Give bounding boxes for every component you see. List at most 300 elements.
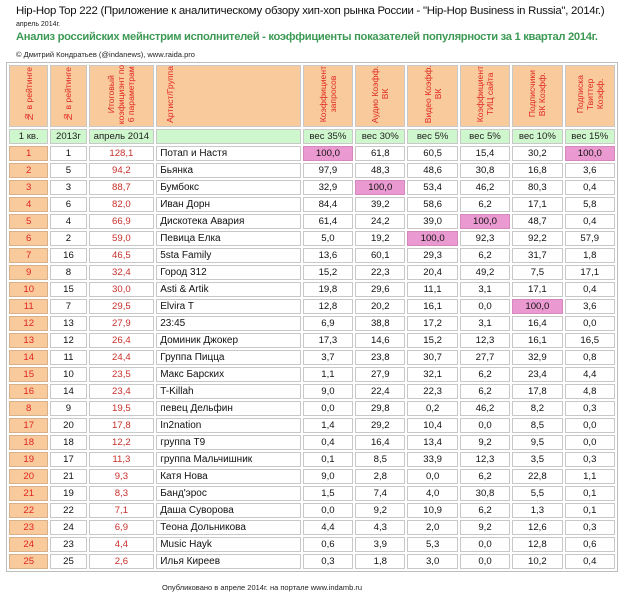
tic-cell: 100,0 <box>460 214 510 229</box>
artist-name-cell: Илья Киреев <box>156 554 301 569</box>
col-header-vk-video <box>407 65 457 127</box>
rank-q1-cell: 13 <box>9 333 48 348</box>
total-score-cell: 82,0 <box>89 197 155 212</box>
tic-cell: 9,2 <box>460 435 510 450</box>
artist-name-cell: Даша Суворова <box>156 503 301 518</box>
vk-video-cell: 48,6 <box>407 163 457 178</box>
col-header-label: № в рейтинге <box>23 66 34 122</box>
total-score-cell: 23,4 <box>89 384 155 399</box>
vk-audio-cell: 100,0 <box>355 180 405 195</box>
author-credit: © Дмитрий Кондратьев (@indanews), www.raida.pro <box>16 50 195 59</box>
vk-audio-cell: 61,8 <box>355 146 405 161</box>
col-header-vk-subscribers <box>512 65 562 127</box>
queries-cell: 9,0 <box>303 384 353 399</box>
vk-audio-cell: 7,4 <box>355 486 405 501</box>
weight-row <box>9 129 615 144</box>
rank-2013-cell: 20 <box>50 418 86 433</box>
rank-q1-cell: 9 <box>9 265 48 280</box>
table-row <box>9 418 615 433</box>
rank-q1-cell: 15 <box>9 367 48 382</box>
total-score-cell: 2,6 <box>89 554 155 569</box>
vk-video-cell: 17,2 <box>407 316 457 331</box>
rank-q1-cell: 1 <box>9 146 48 161</box>
artist-name-cell: Банд'эрос <box>156 486 301 501</box>
vk-audio-cell: 19,2 <box>355 231 405 246</box>
rank-2013-cell: 9 <box>50 401 86 416</box>
vk-video-cell: 30,7 <box>407 350 457 365</box>
artist-name-cell: Music Hayk <box>156 537 301 552</box>
rank-q1-cell: 4 <box>9 197 48 212</box>
rank-q1-cell: 12 <box>9 316 48 331</box>
rank-2013-cell: 5 <box>50 163 86 178</box>
page-subtitle: Анализ российских мейнстрим исполнителей - коэффициенты показателей популярности за 1 квартал 2014г. <box>16 31 598 43</box>
twitter-cell: 0,4 <box>565 214 615 229</box>
vk-audio-cell: 27,9 <box>355 367 405 382</box>
vk-video-cell: 10,4 <box>407 418 457 433</box>
artist-name-cell: певец Дельфин <box>156 401 301 416</box>
vk-audio-cell: 29,2 <box>355 418 405 433</box>
tic-cell: 49,2 <box>460 265 510 280</box>
vk-video-cell: 4,0 <box>407 486 457 501</box>
rank-2013-cell: 15 <box>50 282 86 297</box>
artist-name-cell: Катя Нова <box>156 469 301 484</box>
vk-video-cell: 60,5 <box>407 146 457 161</box>
queries-cell: 0,0 <box>303 401 353 416</box>
vk-subscribers-cell: 17,1 <box>512 282 562 297</box>
col-header-label: Подписка Твиттер Коэфф. <box>574 75 605 114</box>
vk-audio-cell: 60,1 <box>355 248 405 263</box>
vk-video-cell: 11,1 <box>407 282 457 297</box>
total-score-cell: 8,3 <box>89 486 155 501</box>
rank-q1-cell: 8 <box>9 401 48 416</box>
rank-q1-cell: 14 <box>9 350 48 365</box>
tic-cell: 6,2 <box>460 367 510 382</box>
rank-2013-cell: 17 <box>50 452 86 467</box>
artist-name-cell: In2nation <box>156 418 301 433</box>
tic-cell: 0,0 <box>460 554 510 569</box>
total-score-cell: 88,7 <box>89 180 155 195</box>
table-row <box>9 180 615 195</box>
vk-subscribers-cell: 80,3 <box>512 180 562 195</box>
twitter-cell: 0,8 <box>565 350 615 365</box>
rank-2013-cell: 1 <box>50 146 86 161</box>
total-score-cell: 4,4 <box>89 537 155 552</box>
vk-video-cell: 29,3 <box>407 248 457 263</box>
total-score-cell: 11,3 <box>89 452 155 467</box>
vk-audio-cell: 38,8 <box>355 316 405 331</box>
rank-q1-cell: 10 <box>9 282 48 297</box>
total-score-cell: 30,0 <box>89 282 155 297</box>
queries-cell: 6,9 <box>303 316 353 331</box>
col-header-label: Коэффициент запросов <box>317 66 338 123</box>
twitter-cell: 17,1 <box>565 265 615 280</box>
table-row <box>9 214 615 229</box>
rank-2013-cell: 12 <box>50 333 86 348</box>
table-row <box>9 146 615 161</box>
vk-audio-cell: 3,9 <box>355 537 405 552</box>
vk-subscribers-cell: 3,5 <box>512 452 562 467</box>
subheader-cell: 2013г <box>50 129 86 144</box>
twitter-cell: 0,0 <box>565 316 615 331</box>
vk-video-cell: 58,6 <box>407 197 457 212</box>
artist-name-cell: группа Т9 <box>156 435 301 450</box>
vk-audio-cell: 29,6 <box>355 282 405 297</box>
rank-2013-cell: 13 <box>50 316 86 331</box>
rank-2013-cell: 16 <box>50 248 86 263</box>
vk-video-cell: 5,3 <box>407 537 457 552</box>
twitter-cell: 4,4 <box>565 367 615 382</box>
col-header-rank-2013 <box>50 65 86 127</box>
queries-cell: 0,0 <box>303 503 353 518</box>
rank-2013-cell: 6 <box>50 197 86 212</box>
table-row <box>9 367 615 382</box>
total-score-cell: 24,4 <box>89 350 155 365</box>
rank-q1-cell: 20 <box>9 469 48 484</box>
table-row <box>9 282 615 297</box>
vk-subscribers-cell: 1,3 <box>512 503 562 518</box>
artist-name-cell: T-Killah <box>156 384 301 399</box>
vk-subscribers-cell: 17,8 <box>512 384 562 399</box>
table-row <box>9 316 615 331</box>
rank-2013-cell: 10 <box>50 367 86 382</box>
table-row <box>9 333 615 348</box>
table-row <box>9 520 615 535</box>
artist-name-cell: Певица Елка <box>156 231 301 246</box>
vk-audio-cell: 29,8 <box>355 401 405 416</box>
table-row <box>9 265 615 280</box>
vk-video-cell: 2,0 <box>407 520 457 535</box>
vk-subscribers-cell: 16,4 <box>512 316 562 331</box>
col-header-twitter <box>565 65 615 127</box>
subheader-cell: 1 кв. <box>9 129 48 144</box>
vk-subscribers-cell: 5,5 <box>512 486 562 501</box>
total-score-cell: 7,1 <box>89 503 155 518</box>
col-header-total <box>89 65 155 127</box>
publication-date: апрель 2014г. <box>16 21 61 28</box>
weight-cell: вес 35% <box>303 129 353 144</box>
queries-cell: 13,6 <box>303 248 353 263</box>
queries-cell: 0,3 <box>303 554 353 569</box>
queries-cell: 12,8 <box>303 299 353 314</box>
vk-audio-cell: 39,2 <box>355 197 405 212</box>
twitter-cell: 100,0 <box>565 146 615 161</box>
twitter-cell: 0,3 <box>565 520 615 535</box>
artist-name-cell: Дискотека Авария <box>156 214 301 229</box>
weight-cell: вес 5% <box>407 129 457 144</box>
tic-cell: 15,4 <box>460 146 510 161</box>
rank-q1-cell: 7 <box>9 248 48 263</box>
vk-video-cell: 3,0 <box>407 554 457 569</box>
vk-video-cell: 22,3 <box>407 384 457 399</box>
col-header-queries <box>303 65 353 127</box>
vk-video-cell: 0,0 <box>407 469 457 484</box>
queries-cell: 17,3 <box>303 333 353 348</box>
table-row <box>9 537 615 552</box>
artist-name-cell: Asti & Artik <box>156 282 301 297</box>
queries-cell: 4,4 <box>303 520 353 535</box>
rank-q1-cell: 25 <box>9 554 48 569</box>
queries-cell: 19,8 <box>303 282 353 297</box>
tic-cell: 30,8 <box>460 163 510 178</box>
rank-q1-cell: 22 <box>9 503 48 518</box>
tic-cell: 6,2 <box>460 197 510 212</box>
tic-cell: 3,1 <box>460 316 510 331</box>
tic-cell: 6,2 <box>460 469 510 484</box>
table-row <box>9 503 615 518</box>
vk-audio-cell: 24,2 <box>355 214 405 229</box>
queries-cell: 97,9 <box>303 163 353 178</box>
artist-name-cell: Доминик Джокер <box>156 333 301 348</box>
subheader-cell: апрель 2014 <box>89 129 155 144</box>
vk-subscribers-cell: 32,9 <box>512 350 562 365</box>
rank-q1-cell: 3 <box>9 180 48 195</box>
table-row <box>9 435 615 450</box>
artist-name-cell: Потап и Настя <box>156 146 301 161</box>
tic-cell: 92,3 <box>460 231 510 246</box>
vk-audio-cell: 9,2 <box>355 503 405 518</box>
vk-audio-cell: 48,3 <box>355 163 405 178</box>
twitter-cell: 0,0 <box>565 435 615 450</box>
vk-subscribers-cell: 92,2 <box>512 231 562 246</box>
queries-cell: 0,4 <box>303 435 353 450</box>
vk-subscribers-cell: 17,1 <box>512 197 562 212</box>
table-row <box>9 350 615 365</box>
total-score-cell: 26,4 <box>89 333 155 348</box>
weight-cell: вес 30% <box>355 129 405 144</box>
col-header-label: Артист/Группа <box>165 65 176 123</box>
twitter-cell: 0,4 <box>565 180 615 195</box>
col-header-vk-audio <box>355 65 405 127</box>
table-row <box>9 452 615 467</box>
vk-audio-cell: 23,8 <box>355 350 405 365</box>
total-score-cell: 46,5 <box>89 248 155 263</box>
vk-audio-cell: 22,4 <box>355 384 405 399</box>
vk-subscribers-cell: 23,4 <box>512 367 562 382</box>
column-header-row <box>9 65 615 127</box>
total-score-cell: 128,1 <box>89 146 155 161</box>
vk-subscribers-cell: 16,1 <box>512 333 562 348</box>
total-score-cell: 23,5 <box>89 367 155 382</box>
vk-subscribers-cell: 16,8 <box>512 163 562 178</box>
tic-cell: 12,3 <box>460 452 510 467</box>
rank-2013-cell: 23 <box>50 537 86 552</box>
table-row <box>9 486 615 501</box>
total-score-cell: 19,5 <box>89 401 155 416</box>
queries-cell: 1,5 <box>303 486 353 501</box>
table-row <box>9 554 615 569</box>
tic-cell: 6,2 <box>460 503 510 518</box>
tic-cell: 30,8 <box>460 486 510 501</box>
vk-audio-cell: 4,3 <box>355 520 405 535</box>
vk-audio-cell: 8,5 <box>355 452 405 467</box>
rank-q1-cell: 6 <box>9 231 48 246</box>
twitter-cell: 16,5 <box>565 333 615 348</box>
rank-q1-cell: 18 <box>9 435 48 450</box>
vk-subscribers-cell: 12,8 <box>512 537 562 552</box>
table-row <box>9 299 615 314</box>
artist-name-cell: группа Мальчишник <box>156 452 301 467</box>
col-header-tic <box>460 65 510 127</box>
col-header-label: Аудио Коэфф. ВК <box>370 65 391 123</box>
vk-video-cell: 100,0 <box>407 231 457 246</box>
vk-video-cell: 0,2 <box>407 401 457 416</box>
total-score-cell: 59,0 <box>89 231 155 246</box>
vk-video-cell: 16,1 <box>407 299 457 314</box>
total-score-cell: 29,5 <box>89 299 155 314</box>
rank-q1-cell: 5 <box>9 214 48 229</box>
vk-subscribers-cell: 10,2 <box>512 554 562 569</box>
rank-q1-cell: 21 <box>9 486 48 501</box>
total-score-cell: 32,4 <box>89 265 155 280</box>
vk-audio-cell: 16,4 <box>355 435 405 450</box>
tic-cell: 0,0 <box>460 418 510 433</box>
col-header-label: Подписчики ВК Коэфф. <box>527 70 548 118</box>
table-row <box>9 163 615 178</box>
tic-cell: 46,2 <box>460 401 510 416</box>
twitter-cell: 5,8 <box>565 197 615 212</box>
total-score-cell: 94,2 <box>89 163 155 178</box>
table-row <box>9 384 615 399</box>
table-row <box>9 248 615 263</box>
vk-audio-cell: 20,2 <box>355 299 405 314</box>
total-score-cell: 66,9 <box>89 214 155 229</box>
tic-cell: 27,7 <box>460 350 510 365</box>
vk-video-cell: 13,4 <box>407 435 457 450</box>
rank-2013-cell: 18 <box>50 435 86 450</box>
queries-cell: 100,0 <box>303 146 353 161</box>
artist-name-cell: 5sta Family <box>156 248 301 263</box>
total-score-cell: 6,9 <box>89 520 155 535</box>
tic-cell: 3,1 <box>460 282 510 297</box>
twitter-cell: 0,1 <box>565 503 615 518</box>
rank-2013-cell: 3 <box>50 180 86 195</box>
twitter-cell: 0,1 <box>565 486 615 501</box>
rank-q1-cell: 24 <box>9 537 48 552</box>
artist-name-cell: Группа Пицца <box>156 350 301 365</box>
artist-name-cell: Elvira T <box>156 299 301 314</box>
tic-cell: 6,2 <box>460 248 510 263</box>
page-title: Hip-Hop Top 222 (Приложение к аналитическому обзору хип-хоп рынка России - "Hip-Hop Business in Russia", 2014г.) <box>16 5 605 17</box>
queries-cell: 5,0 <box>303 231 353 246</box>
table-row <box>9 197 615 212</box>
rank-q1-cell: 16 <box>9 384 48 399</box>
rank-2013-cell: 25 <box>50 554 86 569</box>
footer-note: Опубликовано в апреле 2014г. на портале www.indamb.ru <box>162 583 363 592</box>
rank-2013-cell: 21 <box>50 469 86 484</box>
vk-audio-cell: 14,6 <box>355 333 405 348</box>
rank-q1-cell: 23 <box>9 520 48 535</box>
vk-video-cell: 32,1 <box>407 367 457 382</box>
vk-video-cell: 10,9 <box>407 503 457 518</box>
queries-cell: 9,0 <box>303 469 353 484</box>
twitter-cell: 0,3 <box>565 452 615 467</box>
rank-q1-cell: 11 <box>9 299 48 314</box>
rank-2013-cell: 11 <box>50 350 86 365</box>
twitter-cell: 4,8 <box>565 384 615 399</box>
rank-2013-cell: 24 <box>50 520 86 535</box>
vk-audio-cell: 22,3 <box>355 265 405 280</box>
col-header-label: Коэффициент ТИЦ сайта <box>475 66 495 123</box>
twitter-cell: 1,1 <box>565 469 615 484</box>
queries-cell: 0,6 <box>303 537 353 552</box>
tic-cell: 0,0 <box>460 537 510 552</box>
vk-video-cell: 15,2 <box>407 333 457 348</box>
queries-cell: 1,1 <box>303 367 353 382</box>
tic-cell: 9,2 <box>460 520 510 535</box>
vk-video-cell: 39,0 <box>407 214 457 229</box>
queries-cell: 0,1 <box>303 452 353 467</box>
twitter-cell: 0,0 <box>565 418 615 433</box>
rank-2013-cell: 2 <box>50 231 86 246</box>
artist-name-cell: Макс Барских <box>156 367 301 382</box>
twitter-cell: 0,6 <box>565 537 615 552</box>
vk-subscribers-cell: 31,7 <box>512 248 562 263</box>
rank-2013-cell: 4 <box>50 214 86 229</box>
queries-cell: 61,4 <box>303 214 353 229</box>
total-score-cell: 12,2 <box>89 435 155 450</box>
table-row <box>9 401 615 416</box>
vk-audio-cell: 1,8 <box>355 554 405 569</box>
twitter-cell: 57,9 <box>565 231 615 246</box>
vk-subscribers-cell: 48,7 <box>512 214 562 229</box>
vk-subscribers-cell: 9,5 <box>512 435 562 450</box>
tic-cell: 46,2 <box>460 180 510 195</box>
table-row <box>9 469 615 484</box>
rank-q1-cell: 19 <box>9 452 48 467</box>
artist-name-cell: 23:45 <box>156 316 301 331</box>
rank-2013-cell: 19 <box>50 486 86 501</box>
vk-audio-cell: 2,8 <box>355 469 405 484</box>
vk-subscribers-cell: 12,6 <box>512 520 562 535</box>
queries-cell: 84,4 <box>303 197 353 212</box>
rank-q1-cell: 17 <box>9 418 48 433</box>
artist-name-cell: Теона Дольникова <box>156 520 301 535</box>
tic-cell: 6,2 <box>460 384 510 399</box>
rank-2013-cell: 8 <box>50 265 86 280</box>
subheader-cell <box>156 129 301 144</box>
queries-cell: 32,9 <box>303 180 353 195</box>
col-header-label: Видео Коэфф. ВК <box>422 65 443 124</box>
artist-name-cell: Бумбокс <box>156 180 301 195</box>
col-header-label: Итоговый коэфициэнт по 6 параметрам <box>106 64 137 124</box>
col-header-rank-q1 <box>9 65 48 127</box>
vk-subscribers-cell: 30,2 <box>512 146 562 161</box>
artist-name-cell: Бьянка <box>156 163 301 178</box>
twitter-cell: 1,8 <box>565 248 615 263</box>
twitter-cell: 0,3 <box>565 401 615 416</box>
artist-name-cell: Город 312 <box>156 265 301 280</box>
vk-video-cell: 53,4 <box>407 180 457 195</box>
vk-subscribers-cell: 8,2 <box>512 401 562 416</box>
twitter-cell: 0,4 <box>565 554 615 569</box>
rank-2013-cell: 14 <box>50 384 86 399</box>
tic-cell: 0,0 <box>460 299 510 314</box>
col-header-artist <box>156 65 301 127</box>
rating-table <box>6 62 618 572</box>
artist-name-cell: Иван Дорн <box>156 197 301 212</box>
vk-subscribers-cell: 7,5 <box>512 265 562 280</box>
vk-subscribers-cell: 22,8 <box>512 469 562 484</box>
weight-cell: вес 10% <box>512 129 562 144</box>
queries-cell: 15,2 <box>303 265 353 280</box>
total-score-cell: 9,3 <box>89 469 155 484</box>
total-score-cell: 27,9 <box>89 316 155 331</box>
tic-cell: 12,3 <box>460 333 510 348</box>
queries-cell: 3,7 <box>303 350 353 365</box>
twitter-cell: 3,6 <box>565 163 615 178</box>
col-header-label: № в рейтинге <box>63 66 74 122</box>
vk-video-cell: 33,9 <box>407 452 457 467</box>
